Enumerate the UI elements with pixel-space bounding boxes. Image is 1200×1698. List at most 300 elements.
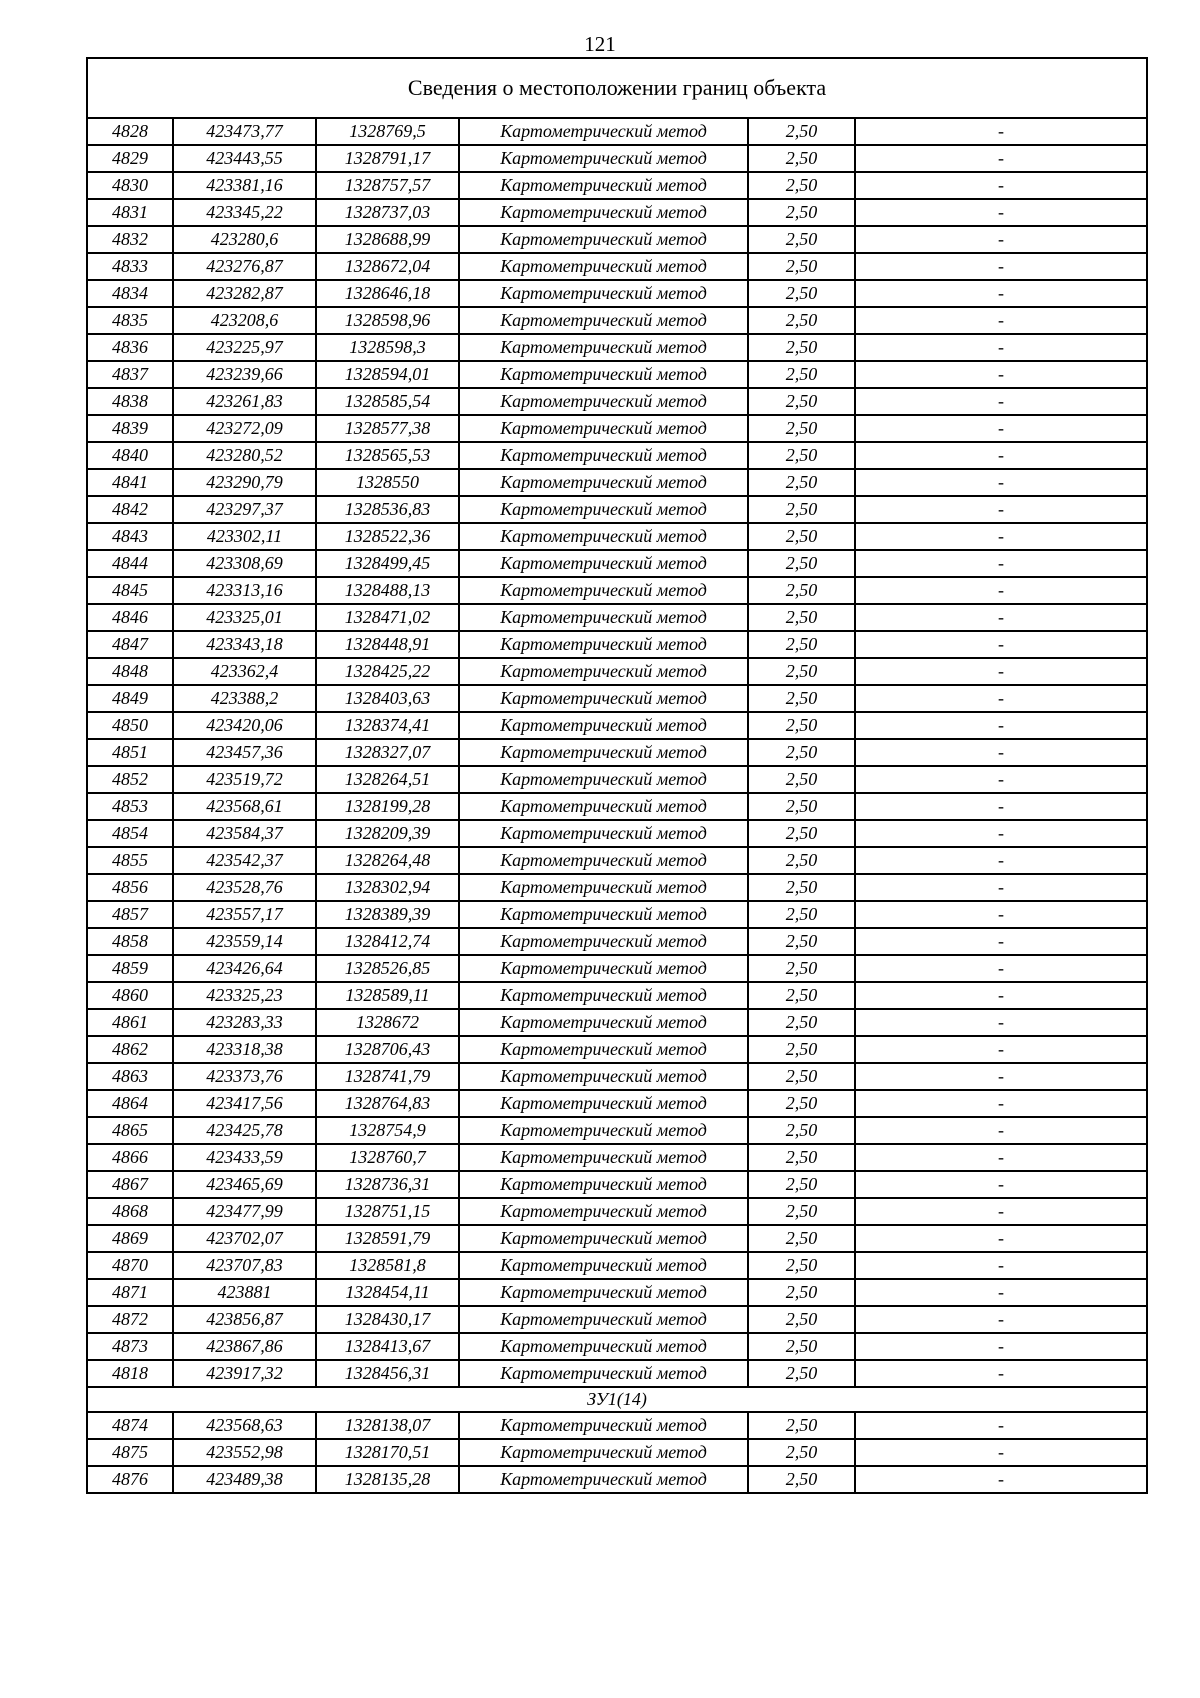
method-cell: Картометрический метод	[459, 1171, 748, 1198]
accuracy-cell: 2,50	[748, 1009, 855, 1036]
accuracy-cell: 2,50	[748, 901, 855, 928]
accuracy-cell: 2,50	[748, 307, 855, 334]
accuracy-cell: 2,50	[748, 1198, 855, 1225]
table-title: Сведения о местоположении границ объекта	[87, 58, 1147, 118]
description-cell: -	[855, 658, 1147, 685]
description-cell: -	[855, 766, 1147, 793]
description-cell: -	[855, 793, 1147, 820]
table-row	[87, 550, 1147, 577]
point-number-cell: 4858	[87, 928, 173, 955]
coord-y-cell: 1328522,36	[316, 523, 459, 550]
table-row	[87, 1117, 1147, 1144]
table-row	[87, 739, 1147, 766]
description-cell: -	[855, 1171, 1147, 1198]
method-cell: Картометрический метод	[459, 1225, 748, 1252]
accuracy-cell: 2,50	[748, 550, 855, 577]
coord-y-cell: 1328577,38	[316, 415, 459, 442]
coord-x-cell: 423584,37	[173, 820, 316, 847]
point-number-cell: 4860	[87, 982, 173, 1009]
point-number-cell: 4855	[87, 847, 173, 874]
method-cell: Картометрический метод	[459, 307, 748, 334]
table-row	[87, 874, 1147, 901]
accuracy-cell: 2,50	[748, 1412, 855, 1439]
coord-y-cell: 1328135,28	[316, 1466, 459, 1493]
method-cell: Картометрический метод	[459, 550, 748, 577]
accuracy-cell: 2,50	[748, 226, 855, 253]
coord-y-cell: 1328138,07	[316, 1412, 459, 1439]
table-row	[87, 631, 1147, 658]
accuracy-cell: 2,50	[748, 334, 855, 361]
description-cell: -	[855, 739, 1147, 766]
method-cell: Картометрический метод	[459, 820, 748, 847]
accuracy-cell: 2,50	[748, 955, 855, 982]
coord-x-cell: 423426,64	[173, 955, 316, 982]
coord-y-cell: 1328760,7	[316, 1144, 459, 1171]
method-cell: Картометрический метод	[459, 1252, 748, 1279]
description-cell: -	[855, 982, 1147, 1009]
method-cell: Картометрический метод	[459, 118, 748, 145]
coord-y-cell: 1328264,51	[316, 766, 459, 793]
coord-x-cell: 423282,87	[173, 280, 316, 307]
coord-y-cell: 1328737,03	[316, 199, 459, 226]
accuracy-cell: 2,50	[748, 1036, 855, 1063]
accuracy-cell: 2,50	[748, 199, 855, 226]
coord-y-cell: 1328754,9	[316, 1117, 459, 1144]
coord-y-cell: 1328302,94	[316, 874, 459, 901]
coord-x-cell: 423388,2	[173, 685, 316, 712]
point-number-cell: 4859	[87, 955, 173, 982]
table-row	[87, 577, 1147, 604]
coord-x-cell: 423473,77	[173, 118, 316, 145]
point-number-cell: 4830	[87, 172, 173, 199]
coord-y-cell: 1328448,91	[316, 631, 459, 658]
coord-y-cell: 1328403,63	[316, 685, 459, 712]
table-row	[87, 982, 1147, 1009]
point-number-cell: 4834	[87, 280, 173, 307]
point-number-cell: 4865	[87, 1117, 173, 1144]
method-cell: Картометрический метод	[459, 361, 748, 388]
method-cell: Картометрический метод	[459, 1360, 748, 1387]
description-cell: -	[855, 145, 1147, 172]
method-cell: Картометрический метод	[459, 145, 748, 172]
coord-y-cell: 1328688,99	[316, 226, 459, 253]
coord-y-cell: 1328454,11	[316, 1279, 459, 1306]
table-row	[87, 847, 1147, 874]
description-cell: -	[855, 847, 1147, 874]
description-cell: -	[855, 1252, 1147, 1279]
description-cell: -	[855, 1090, 1147, 1117]
coord-y-cell: 1328430,17	[316, 1306, 459, 1333]
accuracy-cell: 2,50	[748, 1252, 855, 1279]
point-number-cell: 4833	[87, 253, 173, 280]
description-cell: -	[855, 1279, 1147, 1306]
point-number-cell: 4851	[87, 739, 173, 766]
table-row	[87, 199, 1147, 226]
accuracy-cell: 2,50	[748, 712, 855, 739]
table-row	[87, 118, 1147, 145]
coord-y-cell: 1328536,83	[316, 496, 459, 523]
accuracy-cell: 2,50	[748, 820, 855, 847]
point-number-cell: 4840	[87, 442, 173, 469]
method-cell: Картометрический метод	[459, 685, 748, 712]
coord-x-cell: 423867,86	[173, 1333, 316, 1360]
method-cell: Картометрический метод	[459, 280, 748, 307]
coord-x-cell: 423343,18	[173, 631, 316, 658]
method-cell: Картометрический метод	[459, 739, 748, 766]
table-row	[87, 334, 1147, 361]
coord-x-cell: 423425,78	[173, 1117, 316, 1144]
point-number-cell: 4874	[87, 1412, 173, 1439]
section-label: ЗУ1(14)	[87, 1387, 1147, 1412]
accuracy-cell: 2,50	[748, 442, 855, 469]
coord-y-cell: 1328769,5	[316, 118, 459, 145]
description-cell: -	[855, 1412, 1147, 1439]
coord-x-cell: 423239,66	[173, 361, 316, 388]
point-number-cell: 4856	[87, 874, 173, 901]
coord-x-cell: 423477,99	[173, 1198, 316, 1225]
accuracy-cell: 2,50	[748, 388, 855, 415]
point-number-cell: 4836	[87, 334, 173, 361]
description-cell: -	[855, 1333, 1147, 1360]
description-cell: -	[855, 820, 1147, 847]
table-row	[87, 1090, 1147, 1117]
method-cell: Картометрический метод	[459, 1412, 748, 1439]
coord-x-cell: 423457,36	[173, 739, 316, 766]
coord-x-cell: 423917,32	[173, 1360, 316, 1387]
accuracy-cell: 2,50	[748, 658, 855, 685]
description-cell: -	[855, 118, 1147, 145]
point-number-cell: 4831	[87, 199, 173, 226]
coord-y-cell: 1328550	[316, 469, 459, 496]
accuracy-cell: 2,50	[748, 577, 855, 604]
method-cell: Картометрический метод	[459, 199, 748, 226]
point-number-cell: 4869	[87, 1225, 173, 1252]
table-row	[87, 658, 1147, 685]
point-number-cell: 4838	[87, 388, 173, 415]
coord-y-cell: 1328327,07	[316, 739, 459, 766]
table-row	[87, 307, 1147, 334]
coord-y-cell: 1328598,96	[316, 307, 459, 334]
coord-y-cell: 1328736,31	[316, 1171, 459, 1198]
table-row	[87, 1171, 1147, 1198]
point-number-cell: 4853	[87, 793, 173, 820]
point-number-cell: 4832	[87, 226, 173, 253]
table-row	[87, 793, 1147, 820]
table-row	[87, 1225, 1147, 1252]
accuracy-cell: 2,50	[748, 1225, 855, 1252]
accuracy-cell: 2,50	[748, 1360, 855, 1387]
table-row	[87, 280, 1147, 307]
table-row	[87, 1144, 1147, 1171]
coord-x-cell: 423272,09	[173, 415, 316, 442]
accuracy-cell: 2,50	[748, 469, 855, 496]
description-cell: -	[855, 307, 1147, 334]
table-row	[87, 226, 1147, 253]
coord-y-cell: 1328757,57	[316, 172, 459, 199]
coord-y-cell: 1328499,45	[316, 550, 459, 577]
description-cell: -	[855, 631, 1147, 658]
description-cell: -	[855, 1063, 1147, 1090]
coord-y-cell: 1328646,18	[316, 280, 459, 307]
table-row	[87, 1252, 1147, 1279]
accuracy-cell: 2,50	[748, 253, 855, 280]
coord-x-cell: 423542,37	[173, 847, 316, 874]
table-row	[87, 442, 1147, 469]
table-body	[87, 58, 1147, 1493]
coord-x-cell: 423707,83	[173, 1252, 316, 1279]
page-number: 121	[584, 32, 616, 56]
accuracy-cell: 2,50	[748, 1090, 855, 1117]
description-cell: -	[855, 1306, 1147, 1333]
accuracy-cell: 2,50	[748, 280, 855, 307]
accuracy-cell: 2,50	[748, 1306, 855, 1333]
description-cell: -	[855, 334, 1147, 361]
point-number-cell: 4841	[87, 469, 173, 496]
method-cell: Картометрический метод	[459, 793, 748, 820]
point-number-cell: 4828	[87, 118, 173, 145]
coord-x-cell: 423381,16	[173, 172, 316, 199]
accuracy-cell: 2,50	[748, 1333, 855, 1360]
table-row	[87, 1466, 1147, 1493]
point-number-cell: 4871	[87, 1279, 173, 1306]
point-number-cell: 4866	[87, 1144, 173, 1171]
method-cell: Картометрический метод	[459, 388, 748, 415]
description-cell: -	[855, 604, 1147, 631]
description-cell: -	[855, 1225, 1147, 1252]
coord-y-cell: 1328526,85	[316, 955, 459, 982]
description-cell: -	[855, 1144, 1147, 1171]
accuracy-cell: 2,50	[748, 766, 855, 793]
table-row	[87, 766, 1147, 793]
coord-y-cell: 1328412,74	[316, 928, 459, 955]
coord-x-cell: 423465,69	[173, 1171, 316, 1198]
table-row	[87, 712, 1147, 739]
coord-x-cell: 423552,98	[173, 1439, 316, 1466]
accuracy-cell: 2,50	[748, 1063, 855, 1090]
point-number-cell: 4863	[87, 1063, 173, 1090]
table-row	[87, 1063, 1147, 1090]
accuracy-cell: 2,50	[748, 1117, 855, 1144]
coord-x-cell: 423290,79	[173, 469, 316, 496]
table-row	[87, 820, 1147, 847]
method-cell: Картометрический метод	[459, 604, 748, 631]
coord-y-cell: 1328594,01	[316, 361, 459, 388]
coord-x-cell: 423313,16	[173, 577, 316, 604]
table-row	[87, 1036, 1147, 1063]
coord-y-cell: 1328565,53	[316, 442, 459, 469]
accuracy-cell: 2,50	[748, 1279, 855, 1306]
point-number-cell: 4872	[87, 1306, 173, 1333]
accuracy-cell: 2,50	[748, 361, 855, 388]
description-cell: -	[855, 226, 1147, 253]
method-cell: Картометрический метод	[459, 442, 748, 469]
table-row	[87, 928, 1147, 955]
method-cell: Картометрический метод	[459, 226, 748, 253]
description-cell: -	[855, 874, 1147, 901]
accuracy-cell: 2,50	[748, 118, 855, 145]
method-cell: Картометрический метод	[459, 874, 748, 901]
method-cell: Картометрический метод	[459, 631, 748, 658]
point-number-cell: 4845	[87, 577, 173, 604]
coord-y-cell: 1328199,28	[316, 793, 459, 820]
coord-x-cell: 423280,52	[173, 442, 316, 469]
coord-x-cell: 423208,6	[173, 307, 316, 334]
method-cell: Картометрический метод	[459, 1090, 748, 1117]
point-number-cell: 4848	[87, 658, 173, 685]
point-number-cell: 4870	[87, 1252, 173, 1279]
table-row	[87, 901, 1147, 928]
coord-y-cell: 1328170,51	[316, 1439, 459, 1466]
accuracy-cell: 2,50	[748, 523, 855, 550]
method-cell: Картометрический метод	[459, 982, 748, 1009]
method-cell: Картометрический метод	[459, 523, 748, 550]
point-number-cell: 4846	[87, 604, 173, 631]
accuracy-cell: 2,50	[748, 847, 855, 874]
coord-x-cell: 423283,33	[173, 1009, 316, 1036]
table-row	[87, 172, 1147, 199]
description-cell: -	[855, 496, 1147, 523]
coord-y-cell: 1328751,15	[316, 1198, 459, 1225]
point-number-cell: 4864	[87, 1090, 173, 1117]
table-row	[87, 523, 1147, 550]
accuracy-cell: 2,50	[748, 1144, 855, 1171]
description-cell: -	[855, 955, 1147, 982]
coord-y-cell: 1328791,17	[316, 145, 459, 172]
method-cell: Картометрический метод	[459, 766, 748, 793]
coord-y-cell: 1328764,83	[316, 1090, 459, 1117]
coord-x-cell: 423325,01	[173, 604, 316, 631]
point-number-cell: 4849	[87, 685, 173, 712]
description-cell: -	[855, 442, 1147, 469]
coord-y-cell: 1328264,48	[316, 847, 459, 874]
coord-x-cell: 423433,59	[173, 1144, 316, 1171]
point-number-cell: 4876	[87, 1466, 173, 1493]
coord-y-cell: 1328598,3	[316, 334, 459, 361]
table-row	[87, 1306, 1147, 1333]
coord-y-cell: 1328488,13	[316, 577, 459, 604]
description-cell: -	[855, 280, 1147, 307]
point-number-cell: 4837	[87, 361, 173, 388]
table-row	[87, 1333, 1147, 1360]
coord-y-cell: 1328209,39	[316, 820, 459, 847]
method-cell: Картометрический метод	[459, 658, 748, 685]
description-cell: -	[855, 469, 1147, 496]
point-number-cell: 4839	[87, 415, 173, 442]
description-cell: -	[855, 577, 1147, 604]
coord-y-cell: 1328591,79	[316, 1225, 459, 1252]
method-cell: Картометрический метод	[459, 928, 748, 955]
coord-x-cell: 423420,06	[173, 712, 316, 739]
coord-x-cell: 423325,23	[173, 982, 316, 1009]
coord-x-cell: 423225,97	[173, 334, 316, 361]
method-cell: Картометрический метод	[459, 955, 748, 982]
method-cell: Картометрический метод	[459, 847, 748, 874]
description-cell: -	[855, 415, 1147, 442]
coord-x-cell: 423345,22	[173, 199, 316, 226]
accuracy-cell: 2,50	[748, 685, 855, 712]
coord-x-cell: 423519,72	[173, 766, 316, 793]
description-cell: -	[855, 1360, 1147, 1387]
accuracy-cell: 2,50	[748, 604, 855, 631]
description-cell: -	[855, 361, 1147, 388]
description-cell: -	[855, 172, 1147, 199]
coord-x-cell: 423489,38	[173, 1466, 316, 1493]
accuracy-cell: 2,50	[748, 1171, 855, 1198]
table-row	[87, 361, 1147, 388]
point-number-cell: 4829	[87, 145, 173, 172]
method-cell: Картометрический метод	[459, 901, 748, 928]
coord-y-cell: 1328672	[316, 1009, 459, 1036]
table-row	[87, 388, 1147, 415]
coord-y-cell: 1328672,04	[316, 253, 459, 280]
coord-x-cell: 423308,69	[173, 550, 316, 577]
accuracy-cell: 2,50	[748, 1466, 855, 1493]
method-cell: Картометрический метод	[459, 1466, 748, 1493]
table-row	[87, 469, 1147, 496]
description-cell: -	[855, 523, 1147, 550]
point-number-cell: 4857	[87, 901, 173, 928]
table-row	[87, 1412, 1147, 1439]
point-number-cell: 4868	[87, 1198, 173, 1225]
accuracy-cell: 2,50	[748, 982, 855, 1009]
description-cell: -	[855, 1036, 1147, 1063]
accuracy-cell: 2,50	[748, 793, 855, 820]
table-row	[87, 1279, 1147, 1306]
accuracy-cell: 2,50	[748, 496, 855, 523]
point-number-cell: 4873	[87, 1333, 173, 1360]
table-row	[87, 145, 1147, 172]
point-number-cell: 4842	[87, 496, 173, 523]
coord-y-cell: 1328413,67	[316, 1333, 459, 1360]
description-cell: -	[855, 901, 1147, 928]
table-row	[87, 253, 1147, 280]
method-cell: Картометрический метод	[459, 469, 748, 496]
coord-x-cell: 423373,76	[173, 1063, 316, 1090]
description-cell: -	[855, 712, 1147, 739]
coord-y-cell: 1328741,79	[316, 1063, 459, 1090]
description-cell: -	[855, 550, 1147, 577]
point-number-cell: 4861	[87, 1009, 173, 1036]
table-row	[87, 1009, 1147, 1036]
coord-y-cell: 1328581,8	[316, 1252, 459, 1279]
method-cell: Картометрический метод	[459, 1036, 748, 1063]
method-cell: Картометрический метод	[459, 172, 748, 199]
coord-x-cell: 423261,83	[173, 388, 316, 415]
description-cell: -	[855, 1466, 1147, 1493]
coord-y-cell: 1328706,43	[316, 1036, 459, 1063]
coord-y-cell: 1328374,41	[316, 712, 459, 739]
accuracy-cell: 2,50	[748, 1439, 855, 1466]
description-cell: -	[855, 1198, 1147, 1225]
coord-y-cell: 1328589,11	[316, 982, 459, 1009]
table-row	[87, 604, 1147, 631]
point-number-cell: 4844	[87, 550, 173, 577]
coord-y-cell: 1328471,02	[316, 604, 459, 631]
boundary-coordinates-table	[86, 57, 1148, 1494]
point-number-cell: 4835	[87, 307, 173, 334]
description-cell: -	[855, 1117, 1147, 1144]
table-title-row	[87, 58, 1147, 118]
point-number-cell: 4854	[87, 820, 173, 847]
table-row	[87, 1439, 1147, 1466]
coord-x-cell: 423568,61	[173, 793, 316, 820]
accuracy-cell: 2,50	[748, 172, 855, 199]
coord-x-cell: 423702,07	[173, 1225, 316, 1252]
description-cell: -	[855, 199, 1147, 226]
method-cell: Картометрический метод	[459, 1063, 748, 1090]
accuracy-cell: 2,50	[748, 874, 855, 901]
point-number-cell: 4818	[87, 1360, 173, 1387]
